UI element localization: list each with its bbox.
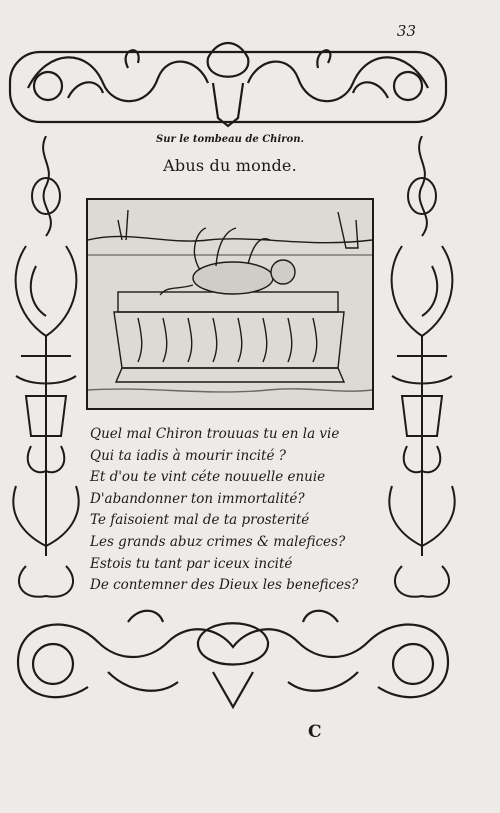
verse-line: Qui ta iadis à mourir incité ? [90, 447, 286, 464]
signature-mark: C [308, 722, 322, 742]
left-ornament-column [6, 136, 86, 606]
right-ornament-column [382, 136, 462, 606]
verse-line: De contemner des Dieux les benefices? [90, 577, 359, 594]
verse-line: Les grands abuz crimes & malefices? [90, 533, 346, 550]
verse-line: D'abandonner ton immortalité? [90, 490, 305, 507]
verse-line: Quel mal Chiron trouuas tu en la vie [90, 426, 340, 442]
verse-line: Et d'ou te vint céte nouuelle enuie [90, 469, 326, 486]
verse-line: Estois tu tant par iceux incité [90, 555, 293, 572]
verse-line: Te faisoient mal de ta prosterité [90, 512, 310, 529]
dedication-line: Sur le tombeau de Chiron. [156, 134, 304, 145]
woodcut-illustration [86, 198, 374, 410]
top-ornament-border [8, 38, 448, 130]
bottom-ornament-border [8, 602, 458, 712]
page-number: 33 [396, 22, 416, 40]
verse-block [90, 424, 390, 597]
emblem-title: Abus du monde. [163, 156, 297, 175]
